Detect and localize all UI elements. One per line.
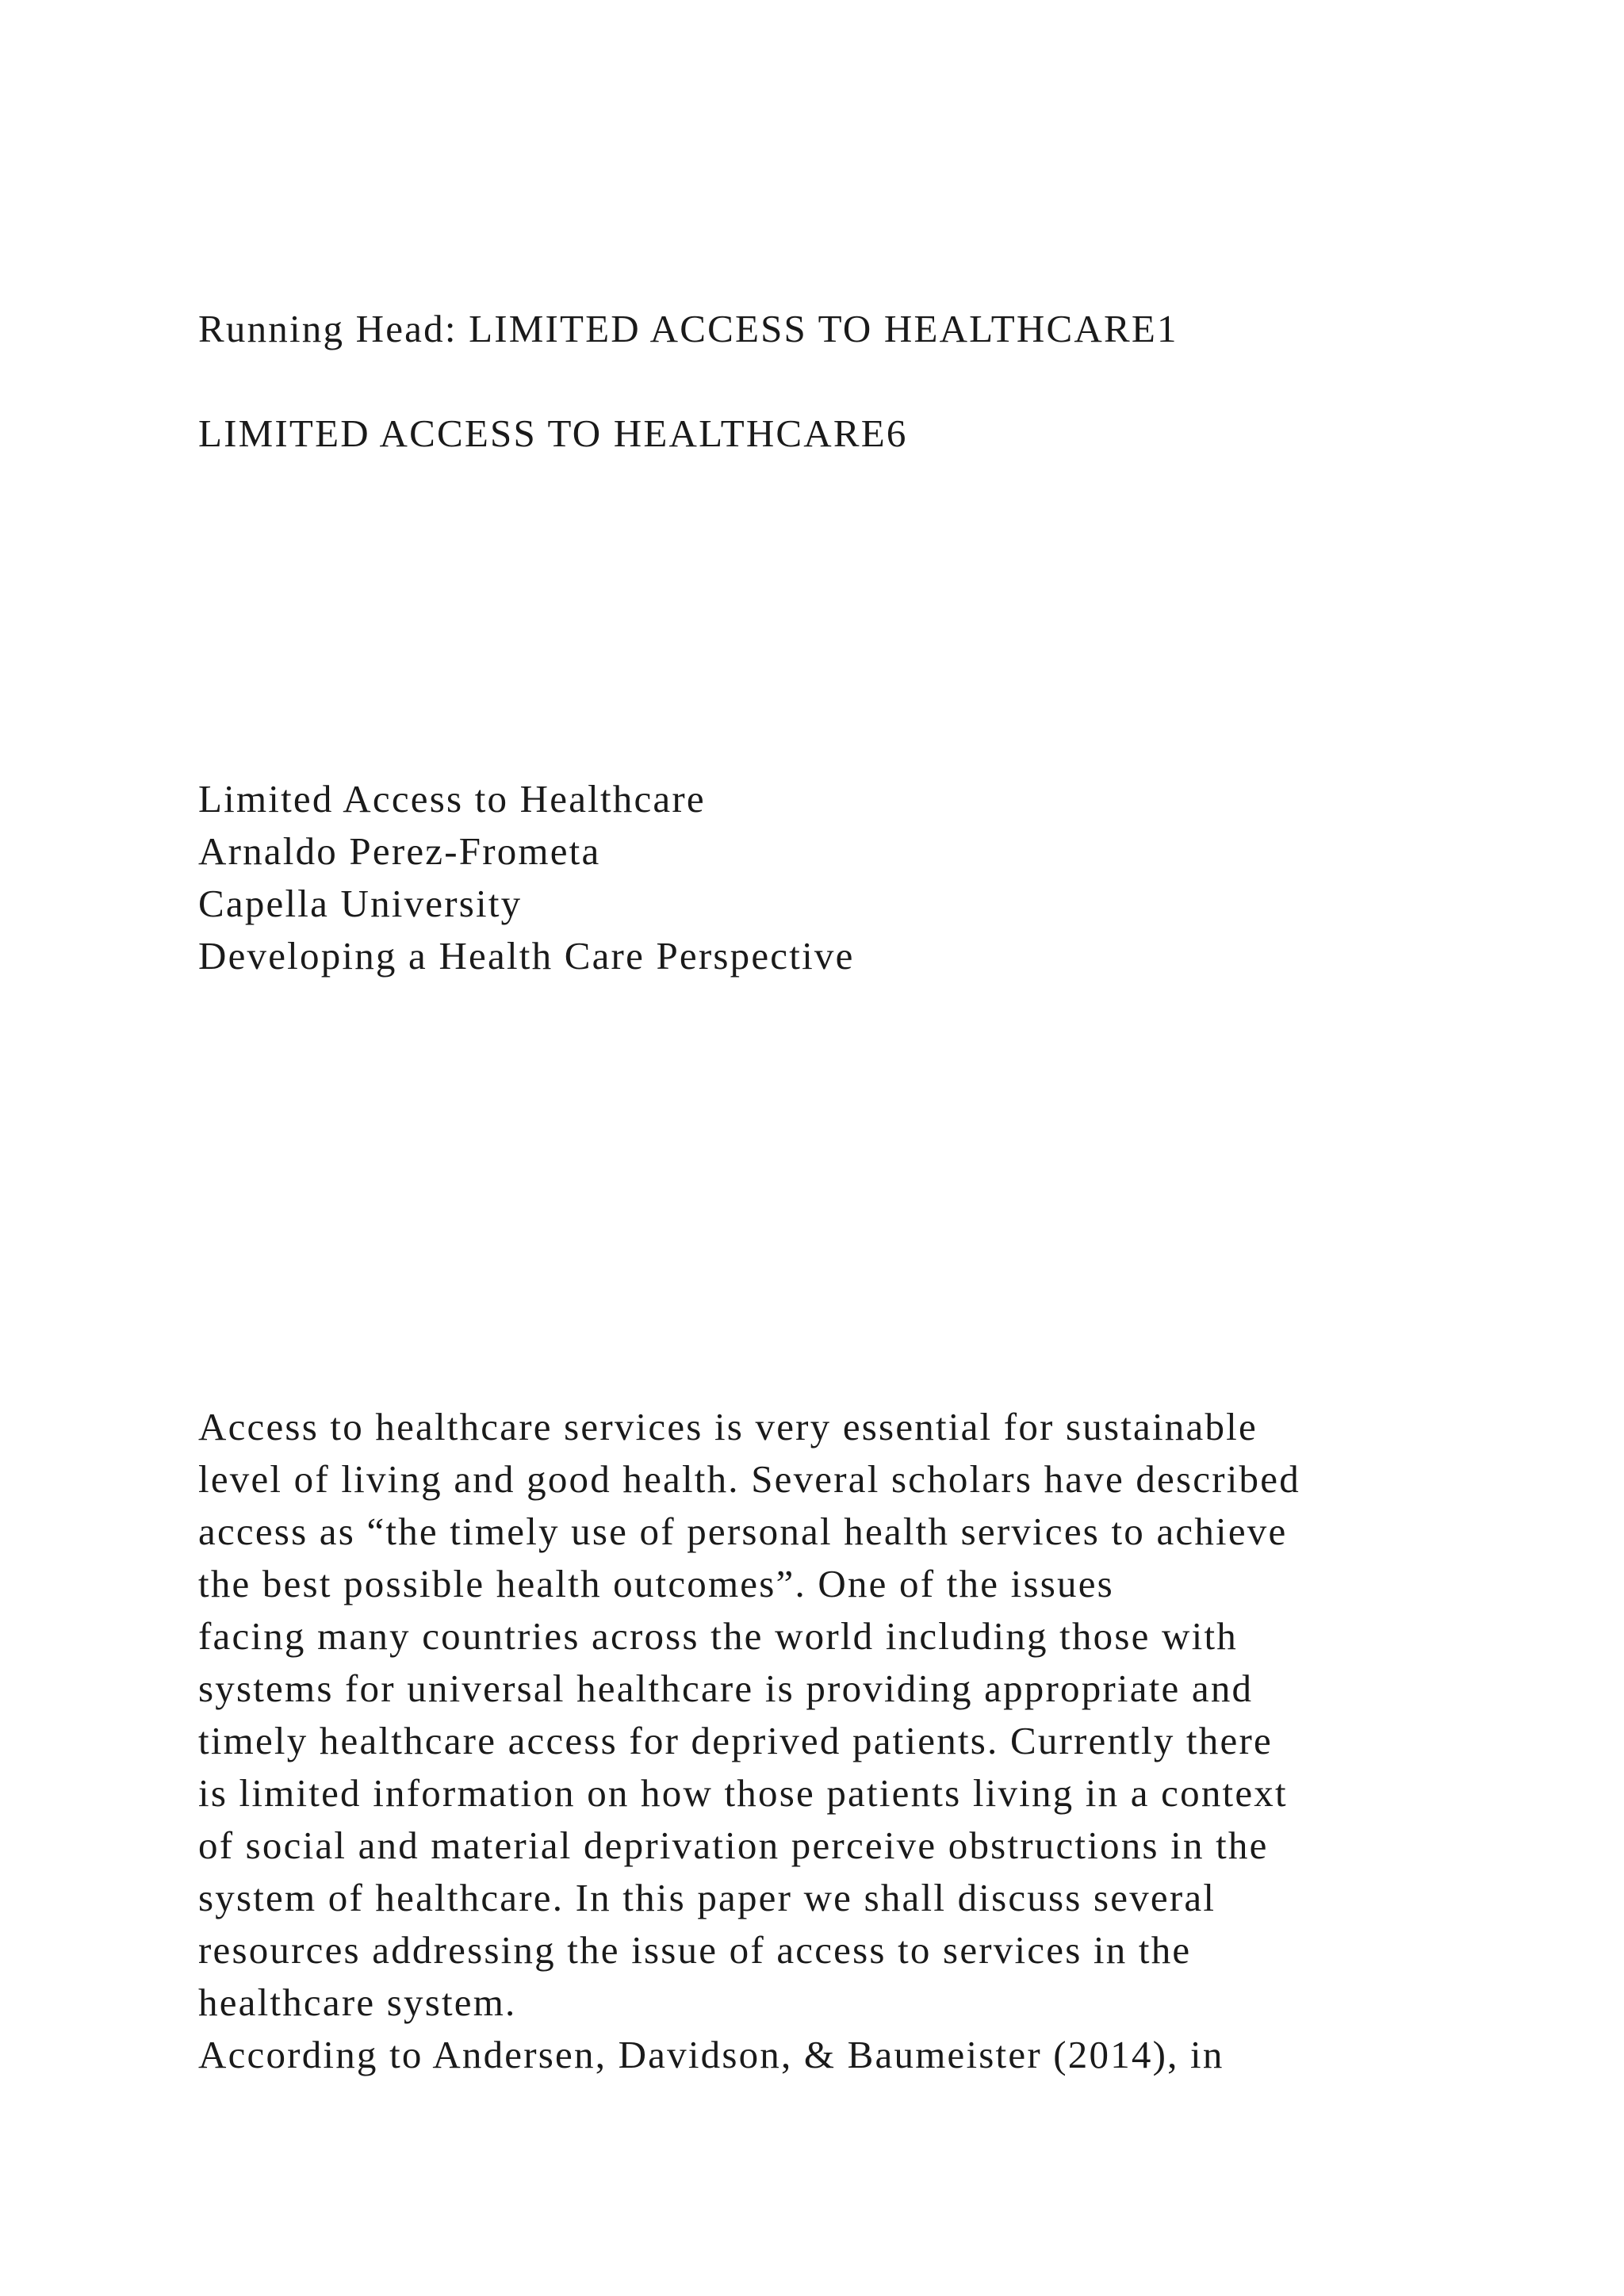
paper-title: Limited Access to Healthcare: [198, 777, 706, 821]
body-line: access as “the timely use of personal health services to achieve: [198, 1510, 1288, 1553]
body-line: systems for universal healthcare is providing appropriate and: [198, 1667, 1254, 1710]
body-line: facing many countries across the world including those with: [198, 1614, 1238, 1658]
course-name: Developing a Health Care Perspective: [198, 934, 855, 978]
body-line: of social and material deprivation perceive obstructions in the: [198, 1823, 1269, 1867]
page-header: LIMITED ACCESS TO HEALTHCARE6: [198, 411, 908, 455]
body-line: the best possible health outcomes”. One of the issues: [198, 1562, 1114, 1605]
body-line: resources addressing the issue of access to services in the: [198, 1928, 1192, 1972]
body-line: Access to healthcare services is very essential for sustainable: [198, 1405, 1258, 1448]
body-line: is limited information on how those patients living in a context: [198, 1771, 1288, 1815]
author-name: Arnaldo Perez-Frometa: [198, 829, 601, 873]
body-line: timely healthcare access for deprived patients. Currently there: [198, 1719, 1273, 1762]
body-line: level of living and good health. Several scholars have described: [198, 1457, 1300, 1501]
running-head: Running Head: LIMITED ACCESS TO HEALTHCARE1: [198, 307, 1178, 350]
body-line: healthcare system.: [198, 1980, 517, 2024]
body-line: According to Andersen, Davidson, & Baumeister (2014), in: [198, 2033, 1224, 2076]
institution: Capella University: [198, 882, 523, 925]
body-line: system of healthcare. In this paper we shall discuss several: [198, 1876, 1216, 1919]
